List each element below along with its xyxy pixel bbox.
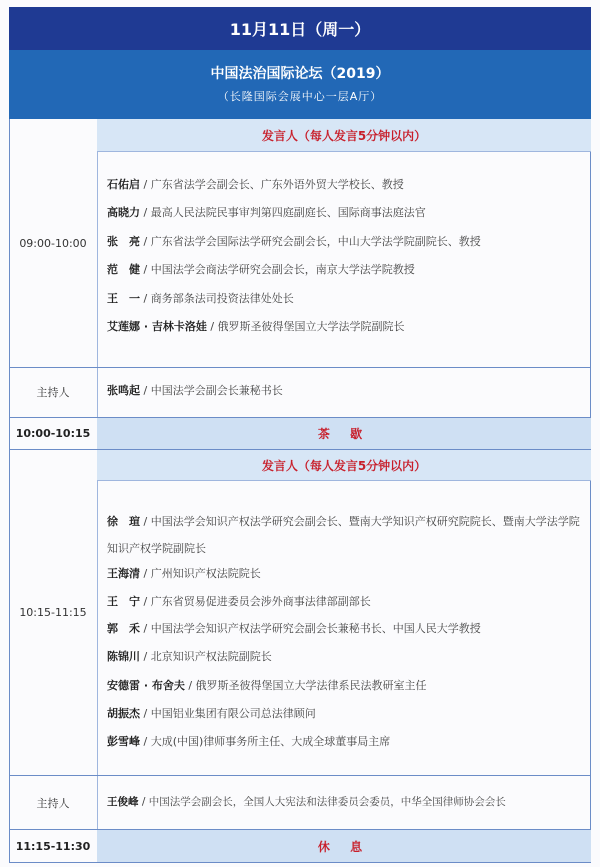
speaker-name: 高晓力 [107, 206, 140, 219]
host-label: 主持人 [36, 796, 70, 810]
speaker-name: 范 健 [107, 263, 140, 276]
break-time: 11:15-11:30 [15, 839, 91, 853]
session-time: 10:15-11:15 [19, 606, 87, 619]
column-divider [97, 119, 98, 863]
speaker-title: 大成(中国)律师事务所主任、大成全球董事局主席 [150, 735, 391, 748]
speaker-name: 王 一 [107, 292, 140, 305]
forum-header [9, 50, 591, 119]
host-title: 中国法学会副会长兼秘书长 [150, 384, 283, 397]
break-time: 10:00-10:15 [15, 427, 91, 440]
header-divider [97, 151, 591, 152]
table-border-right [590, 119, 591, 863]
host-row: 王俊峰 / 中国法学会副会长，全国人大宪法和法律委员会委员，中华全国律师协会会长 [107, 796, 506, 808]
break-label: 茶 歇 [97, 418, 591, 449]
speaker-name: 安德雷 · 布舍夫 [107, 679, 185, 692]
speaker-name: 石佑启 [107, 178, 140, 191]
speaker-row: 陈锦川 / 北京知识产权法院副院长 [107, 650, 272, 663]
forum-venue: （长隆国际会展中心一层A厅） [217, 90, 383, 103]
speaker-row: 艾莲娜 · 吉林卡洛娃 / 俄罗斯圣彼得堡国立大学法学院副院长 [107, 320, 405, 333]
day-header: 11月11日（周一） [9, 7, 591, 50]
speaker-row: 王海清 / 广州知识产权法院院长 [107, 567, 261, 580]
speaker-row: 徐 瑄 / 中国法学会知识产权法学研究会副会长、暨南大学知识产权研究院院长、暨南大学法学院知识产权学院副院长 [107, 508, 587, 562]
speaker-row: 高晓力 / 最高人民法院民事审判第四庭副庭长、国际商事法庭法官 [107, 206, 426, 219]
session-time: 09:00-10:00 [19, 236, 87, 250]
speaker-name: 陈锦川 [107, 650, 140, 663]
host-name: 张鸣起 [107, 384, 140, 397]
speaker-name: 艾莲娜 · 吉林卡洛娃 [107, 320, 207, 333]
host-name: 王俊峰 [107, 796, 139, 808]
speaker-title: 中国铝业集团有限公司总法律顾问 [150, 707, 316, 720]
speaker-title: 广东省法学会副会长、广东外语外贸大学校长、教授 [150, 178, 404, 191]
speaker-name: 郭 禾 [107, 622, 140, 635]
speaker-title: 广东省贸易促进委员会涉外商事法律部副部长 [150, 595, 371, 608]
speaker-row: 安德雷 · 布舍夫 / 俄罗斯圣彼得堡国立大学法律系民法教研室主任 [107, 679, 427, 692]
speaker-title: 中国法学会知识产权法学研究会副会长、暨南大学知识产权研究院院长、暨南大学法学院知识产权学院副院长 [107, 515, 580, 555]
speakers-header: 发言人（每人发言5分钟以内） [97, 450, 591, 480]
speaker-row: 彭雪峰 / 大成(中国)律师事务所主任、大成全球董事局主席 [107, 735, 391, 748]
speaker-title: 中国法学会商法学研究会副会长，南京大学法学院教授 [150, 263, 415, 276]
speaker-title: 广州知识产权法院院长 [150, 567, 261, 580]
speaker-name: 王 宁 [107, 595, 140, 608]
speaker-title: 俄罗斯圣彼得堡国立大学法学院副院长 [217, 320, 405, 333]
speaker-name: 王海清 [107, 567, 140, 580]
speaker-name: 徐 瑄 [107, 515, 140, 528]
speaker-title: 中国法学会知识产权法学研究会副会长兼秘书长、中国人民大学教授 [150, 622, 481, 635]
speaker-row: 范 健 / 中国法学会商法学研究会副会长，南京大学法学院教授 [107, 263, 415, 276]
speakers-header: 发言人（每人发言5分钟以内） [97, 119, 591, 151]
break-label: 休 息 [97, 830, 591, 862]
speaker-name: 张 亮 [107, 235, 140, 248]
speaker-title: 最高人民法院民事审判第四庭副庭长、国际商事法庭法官 [150, 206, 426, 219]
speaker-row: 郭 禾 / 中国法学会知识产权法学研究会副会长兼秘书长、中国人民大学教授 [107, 622, 481, 635]
host-title: 中国法学会副会长，全国人大宪法和法律委员会委员，中华全国律师协会会长 [148, 796, 506, 808]
speaker-row: 胡振杰 / 中国铝业集团有限公司总法律顾问 [107, 707, 316, 720]
speaker-row: 张 亮 / 广东省法学会国际法学研究会副会长，中山大学法学院副院长、教授 [107, 235, 481, 248]
speaker-name: 胡振杰 [107, 707, 140, 720]
speaker-name: 彭雪峰 [107, 735, 140, 748]
header-divider [97, 480, 591, 481]
host-label: 主持人 [36, 386, 70, 399]
host-row: 张鸣起 / 中国法学会副会长兼秘书长 [107, 384, 283, 397]
speaker-row: 王 宁 / 广东省贸易促进委员会涉外商事法律部副部长 [107, 595, 371, 608]
forum-title: 中国法治国际论坛（2019） [210, 66, 390, 82]
speaker-title: 俄罗斯圣彼得堡国立大学法律系民法教研室主任 [195, 679, 427, 692]
speaker-title: 商务部条法司投资法律处处长 [150, 292, 294, 305]
speaker-title: 广东省法学会国际法学研究会副会长，中山大学法学院副院长、教授 [150, 235, 481, 248]
speaker-row: 石佑启 / 广东省法学会副会长、广东外语外贸大学校长、教授 [107, 178, 404, 191]
speaker-row: 王 一 / 商务部条法司投资法律处处长 [107, 292, 294, 305]
speaker-title: 北京知识产权法院副院长 [150, 650, 272, 663]
row-divider [9, 862, 591, 863]
